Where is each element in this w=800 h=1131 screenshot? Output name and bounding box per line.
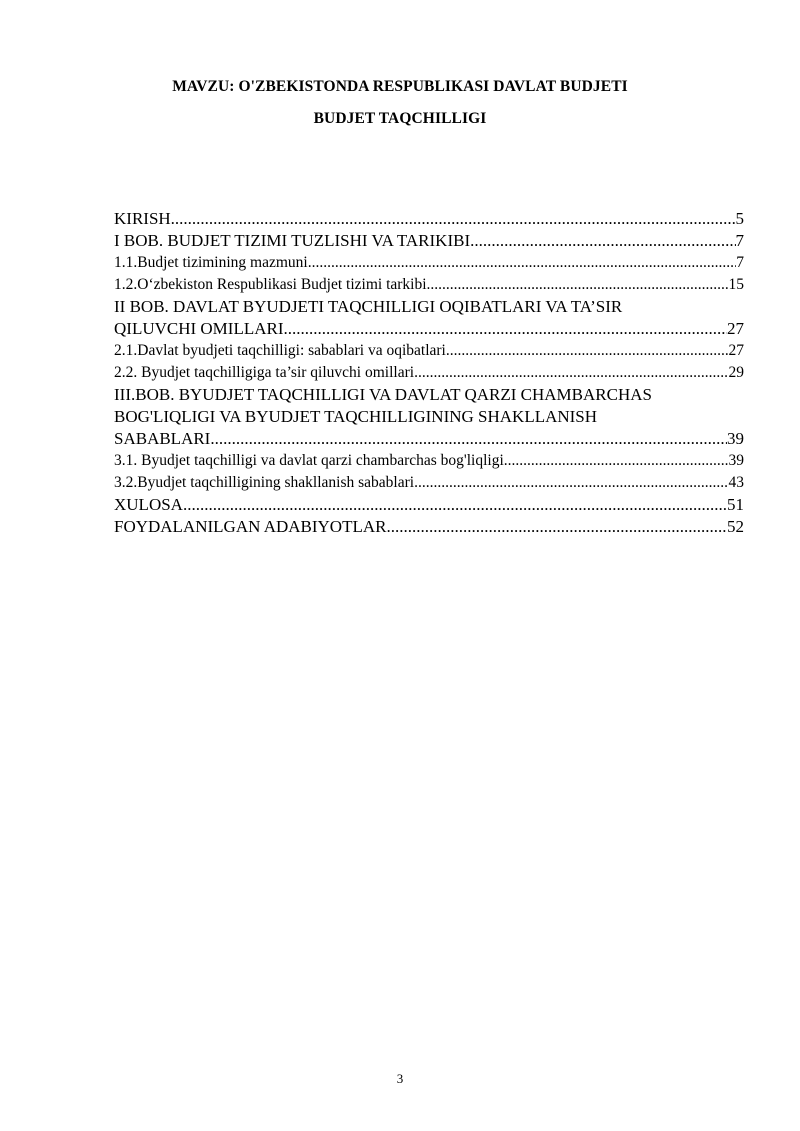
document-title-line-2: BUDJET TAQCHILLIGI — [313, 110, 487, 127]
toc-dot-leader — [446, 340, 729, 362]
toc-dot-leader — [284, 318, 727, 340]
toc-dot-leader — [427, 274, 729, 296]
toc-entry-label-line: BOG'LIQLIGI VA BYUDJET TAQCHILLIGINING SHAKLLANISH — [114, 407, 598, 426]
document-title-line-1: MAVZU: O'ZBEKISTONDA RESPUBLIKASI DAVLAT BUDJETI — [172, 78, 628, 95]
toc-entry-page: 27 — [728, 342, 744, 359]
toc-entry-page: 39 — [728, 452, 744, 469]
toc-entry-label: 2.2. Byudjet taqchilligiga ta’sir qiluvchi omillari — [114, 364, 415, 381]
toc-entry-section-3-1[interactable] — [114, 450, 744, 472]
toc-dot-leader — [308, 252, 737, 274]
toc-dot-leader — [210, 428, 727, 450]
toc-entry-label: 1.2.O‘zbekiston Respublikasi Budjet tizimi tarkibi — [114, 276, 427, 293]
toc-entry-page: 5 — [735, 209, 744, 228]
toc-entry-page: 7 — [735, 231, 744, 250]
toc-entry-chapter-3[interactable] — [114, 384, 744, 450]
toc-dot-leader — [414, 472, 728, 494]
toc-entry-section-2-1[interactable] — [114, 340, 744, 362]
page-number: 3 — [396, 1071, 404, 1086]
toc-entry-chapter-2[interactable] — [114, 296, 744, 340]
toc-entry-page: 27 — [727, 319, 744, 338]
toc-entry-label: 1.1.Budjet tizimining mazmuni — [114, 254, 308, 271]
toc-entry-kirish[interactable] — [114, 208, 744, 230]
toc-entry-section-1-1[interactable] — [114, 252, 744, 274]
toc-entry-xulosa[interactable] — [114, 494, 744, 516]
toc-entry-chapter-1[interactable] — [114, 230, 744, 252]
toc-entry-page: 51 — [727, 495, 744, 514]
toc-dot-leader — [414, 362, 728, 384]
toc-entry-label: KIRISH — [114, 209, 171, 228]
toc-dot-leader — [470, 230, 735, 252]
toc-entry-page: 7 — [736, 254, 744, 271]
toc-entry-page: 52 — [727, 517, 744, 536]
toc-dot-leader — [504, 450, 729, 472]
toc-entry-label: SABABLARI — [114, 429, 211, 448]
toc-entry-label: 2.1.Davlat byudjeti taqchilligi: sabablari va oqibatlari — [114, 342, 446, 359]
table-of-contents — [114, 208, 744, 538]
toc-entry-label: FOYDALANILGAN ADABIYOTLAR — [114, 517, 387, 536]
toc-entry-section-2-2[interactable] — [114, 362, 744, 384]
toc-entry-label: 3.2.Byudjet taqchilligining shakllanish sabablari — [114, 474, 415, 491]
toc-entry-page: 39 — [727, 429, 744, 448]
toc-entry-page: 29 — [728, 364, 744, 381]
toc-entry-label: I BOB. BUDJET TIZIMI TUZLISHI VA TARIKIBI — [114, 231, 471, 250]
toc-entry-section-3-2[interactable] — [114, 472, 744, 494]
toc-entry-page: 15 — [728, 276, 744, 293]
toc-entry-label: QILUVCHI OMILLARI — [114, 319, 284, 338]
toc-entry-label-line: III.BOB. BYUDJET TAQCHILLIGI VA DAVLAT QARZI CHAMBARCHAS — [114, 385, 652, 404]
toc-dot-leader — [171, 208, 736, 230]
toc-entry-label: 3.1. Byudjet taqchilligi va davlat qarzi chambarchas bog'liqligi — [114, 452, 504, 469]
toc-dot-leader — [183, 494, 727, 516]
toc-entry-section-1-2[interactable] — [114, 274, 744, 296]
toc-entry-label-line: II BOB. DAVLAT BYUDJETI TAQCHILLIGI OQIBATLARI VA TA’SIR — [114, 297, 623, 316]
toc-entry-page: 43 — [728, 474, 744, 491]
toc-dot-leader — [386, 516, 727, 538]
toc-entry-label: XULOSA — [114, 495, 183, 514]
toc-entry-references[interactable] — [114, 516, 744, 538]
